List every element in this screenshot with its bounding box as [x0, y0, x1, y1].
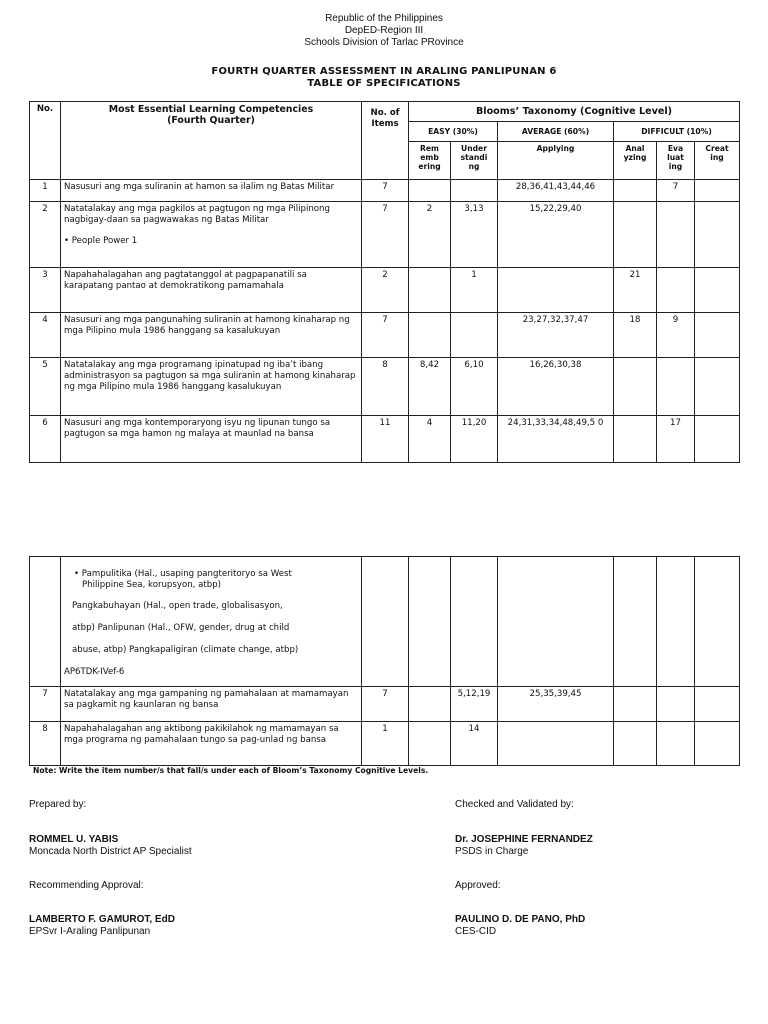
competency-text: Natatalakay ang mga programang ipinatupad ng iba’t ibang administrasyon sa pagtugon sa mga suliranin at hamong kinaharap ng mga Pilipino mula 1986 hanggang kasalukuyan [61, 358, 362, 416]
applying-items [498, 268, 614, 313]
col-remembering: Rem emb ering [409, 142, 451, 180]
item-count: 7 [362, 313, 409, 358]
applying-items: 16,26,30,38 [498, 358, 614, 416]
table-row [30, 687, 740, 722]
col-understanding: Under standi ng [451, 142, 498, 180]
creating-items [695, 358, 740, 416]
row-number: 1 [30, 180, 61, 202]
item-count: 1 [362, 722, 409, 766]
document-subtitle: TABLE OF SPECIFICATIONS [307, 78, 461, 89]
understanding-items: 1 [451, 268, 498, 313]
applying-items: 28,36,41,43,44,46 [498, 180, 614, 202]
analyzing-items [614, 358, 657, 416]
approved-name: PAULINO D. DE PANO, PhD [455, 914, 586, 925]
analyzing-items [614, 722, 657, 766]
item-count: 7 [362, 180, 409, 202]
table-row [30, 180, 740, 202]
applying-items: 25,35,39,45 [498, 687, 614, 722]
evaluating-items [657, 722, 695, 766]
table-row [30, 722, 740, 766]
table-row [30, 416, 740, 463]
col-melc-title: Most Essential Learning Competencies [108, 104, 314, 115]
creating-items [695, 722, 740, 766]
analyzing-items: 21 [614, 268, 657, 313]
understanding-items: 6,10 [451, 358, 498, 416]
political-examples: • Pampulitika (Hal., usaping pangteritoryo sa West Philippine Sea, korupsyon, atbp) [74, 569, 292, 590]
applying-items [498, 722, 614, 766]
competency-text: Natatalakay ang mga pagkilos at pagtugon ng mga Pilipinong nagbigay-daan sa pagwawakas ng Batas Militar [64, 204, 330, 225]
col-items: No. of Items [362, 102, 409, 180]
understanding-items: 3,13 [451, 202, 498, 268]
evaluating-items [657, 268, 695, 313]
applying-items: 24,31,33,34,48,49,5 0 [498, 416, 614, 463]
specification-table [29, 101, 740, 463]
recommending-name: LAMBERTO F. GAMUROT, EdD [29, 914, 175, 925]
understanding-items: 14 [451, 722, 498, 766]
remembering-items [409, 180, 451, 202]
header-division: Schools Division of Tarlac PRovince [304, 37, 464, 48]
understanding-items [451, 313, 498, 358]
understanding-items: 11,20 [451, 416, 498, 463]
row-number: 6 [30, 416, 61, 463]
row-number: 2 [30, 202, 61, 268]
table-row [30, 268, 740, 313]
economic-examples: Pangkabuhayan (Hal., open trade, globalisasyon, [72, 601, 283, 611]
creating-items [695, 268, 740, 313]
checked-by-label: Checked and Validated by: [455, 799, 574, 810]
evaluating-items: 7 [657, 180, 695, 202]
analyzing-items [614, 416, 657, 463]
recommending-label: Recommending Approval: [29, 880, 144, 891]
creating-items [695, 202, 740, 268]
checked-by-title: PSDS in Charge [455, 846, 529, 857]
item-count: 2 [362, 268, 409, 313]
recommending-title: EPSvr I-Araling Panlipunan [29, 926, 151, 937]
col-blooms: Blooms’ Taxonomy (Cognitive Level) [409, 102, 740, 122]
approved-title: CES-CID [455, 926, 497, 937]
remembering-items [409, 268, 451, 313]
remembering-items [409, 722, 451, 766]
table-row [30, 202, 740, 268]
remembering-items: 2 [409, 202, 451, 268]
evaluating-items: 17 [657, 416, 695, 463]
competency-text: Nasusuri ang mga kontemporaryong isyu ng lipunan tungo sa pagtugon sa mga hamon ng malaya at maunlad na bansa [61, 416, 362, 463]
item-count: 8 [362, 358, 409, 416]
col-creating: Creat ing [695, 142, 740, 180]
col-applying: Applying [498, 142, 614, 180]
applying-items: 15,22,29,40 [498, 202, 614, 268]
row-number: 7 [30, 687, 61, 722]
creating-items [695, 416, 740, 463]
document-title: FOURTH QUARTER ASSESSMENT IN ARALING PANLIPUNAN 6 [211, 66, 557, 77]
table-row [30, 358, 740, 416]
item-count: 11 [362, 416, 409, 463]
row-number: 5 [30, 358, 61, 416]
col-difficult: DIFFICULT (10%) [614, 122, 740, 142]
competency-text: Nasusuri ang mga suliranin at hamon sa ilalim ng Batas Militar [61, 180, 362, 202]
item-count: 7 [362, 202, 409, 268]
analyzing-items: 18 [614, 313, 657, 358]
row-number: 4 [30, 313, 61, 358]
competency-text: Natatalakay ang mga gampaning ng pamahalaan at mamamayan sa pagkamit ng kaunlaran ng bansa [61, 687, 362, 722]
approved-label: Approved: [455, 880, 501, 891]
row-number: 8 [30, 722, 61, 766]
understanding-items [451, 180, 498, 202]
remembering-items: 8,42 [409, 358, 451, 416]
prepared-by-label: Prepared by: [29, 799, 87, 810]
competency-continuation [61, 557, 362, 687]
competency-subtopic: • People Power 1 [64, 236, 138, 246]
table-note: Note: Write the item number/s that fall/s under each of Bloom’s Taxonomy Cognitive Levels. [33, 766, 429, 775]
remembering-items [409, 687, 451, 722]
specification-table-continued [29, 556, 740, 766]
prepared-by-title: Moncada North District AP Specialist [29, 846, 192, 857]
understanding-items: 5,12,19 [451, 687, 498, 722]
applying-items: 23,27,32,37,47 [498, 313, 614, 358]
remembering-items: 4 [409, 416, 451, 463]
evaluating-items [657, 202, 695, 268]
col-analyzing: Anal yzing [614, 142, 657, 180]
competency-cell [61, 202, 362, 268]
environmental-examples: abuse, atbp) Pangkapaligiran (climate change, atbp) [72, 645, 299, 655]
table-row [30, 313, 740, 358]
evaluating-items [657, 687, 695, 722]
col-melc-quarter: (Fourth Quarter) [167, 115, 255, 126]
item-count: 7 [362, 687, 409, 722]
analyzing-items [614, 202, 657, 268]
row-number: 3 [30, 268, 61, 313]
analyzing-items [614, 687, 657, 722]
competency-text: Napahahalagahan ang aktibong pakikilahok ng mamamayan sa mga programa ng pamahalaan tungo sa pag-unlad ng bansa [61, 722, 362, 766]
competency-text: Nasusuri ang mga pangunahing suliranin at hamong kinaharap ng mga Pilipino mula 1986 hanggang sa kasalukuyan [61, 313, 362, 358]
creating-items [695, 180, 740, 202]
col-evaluating: Eva luat ing [657, 142, 695, 180]
competency-text: Napahahalagahan ang pagtatanggol at pagpapanatili sa karapatang pantao at demokratikong pamamahala [61, 268, 362, 313]
table-row [30, 557, 740, 687]
col-melc [61, 102, 362, 180]
creating-items [695, 687, 740, 722]
header-republic: Republic of the Philippines [325, 13, 443, 24]
col-average: AVERAGE (60%) [498, 122, 614, 142]
col-easy: EASY (30%) [409, 122, 498, 142]
header-region: DepED-Region III [344, 25, 424, 36]
prepared-by-name: ROMMEL U. YABIS [29, 834, 119, 845]
checked-by-name: Dr. JOSEPHINE FERNANDEZ [455, 834, 593, 845]
evaluating-items [657, 358, 695, 416]
competency-code: AP6TDK-IVef-6 [64, 667, 125, 677]
col-no: No. [30, 102, 61, 180]
analyzing-items [614, 180, 657, 202]
remembering-items [409, 313, 451, 358]
evaluating-items: 9 [657, 313, 695, 358]
creating-items [695, 313, 740, 358]
social-examples: atbp) Panlipunan (Hal., OFW, gender, drug at child [72, 623, 290, 633]
